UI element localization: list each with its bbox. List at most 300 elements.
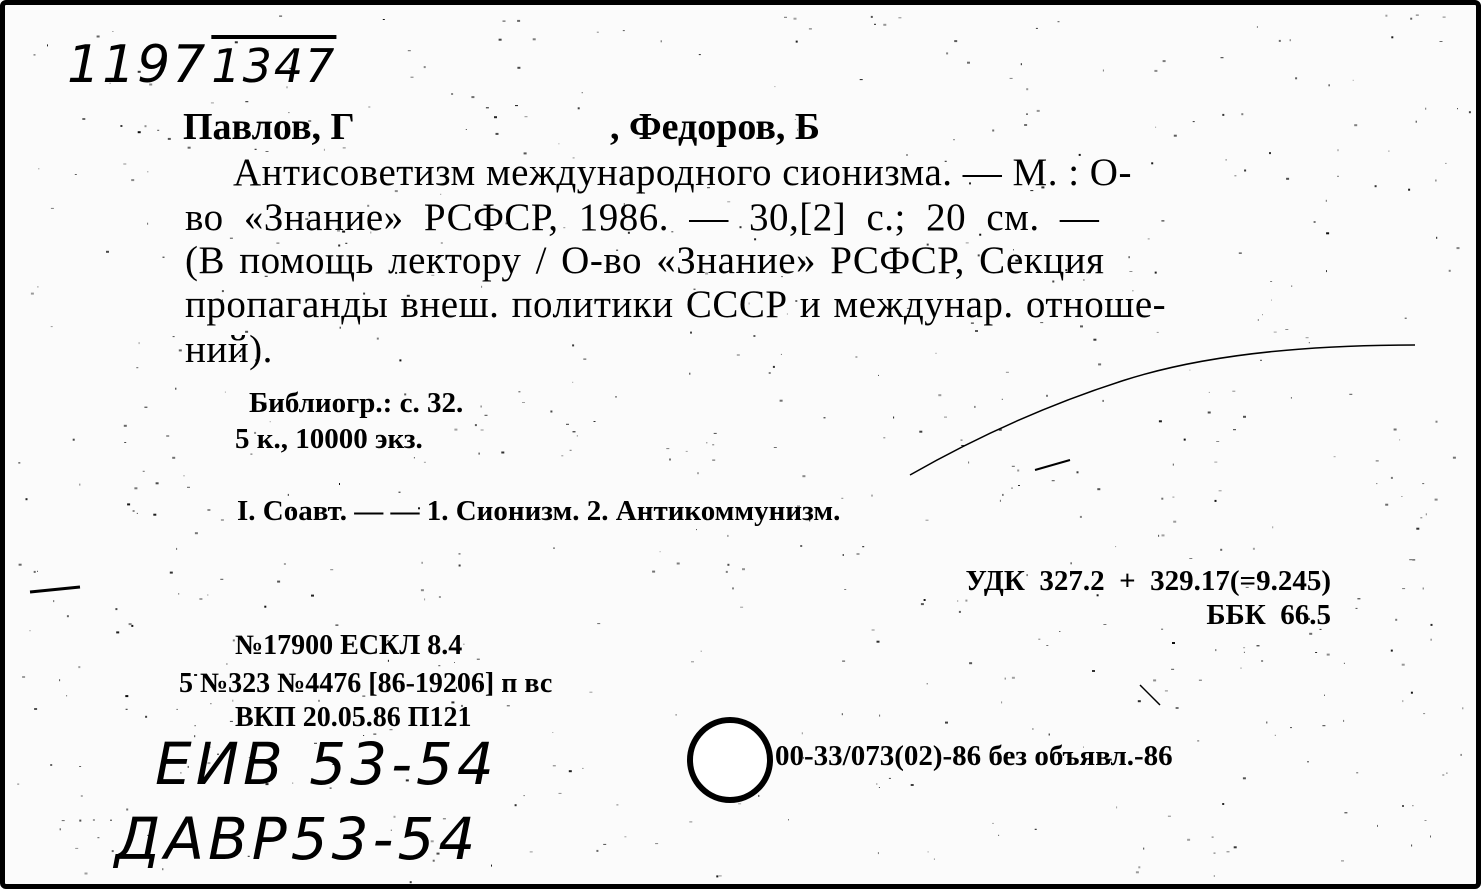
scan-speck: [168, 138, 171, 140]
scan-speck: [1049, 734, 1050, 736]
scan-speck: [34, 571, 36, 573]
scan-speck: [37, 286, 38, 287]
scan-speck: [501, 452, 504, 454]
scan-speck: [686, 451, 688, 452]
scan-speck: [698, 472, 699, 474]
scan-speck: [1412, 805, 1413, 806]
scan-speck: [1269, 152, 1271, 154]
scan-speck: [422, 562, 423, 564]
scan-speck: [1435, 180, 1436, 182]
scan-speck: [1446, 773, 1447, 774]
scan-speck: [1422, 483, 1424, 484]
scan-speck: [1326, 270, 1327, 272]
scan-speck: [855, 357, 857, 358]
scan-speck: [1442, 775, 1444, 776]
scan-speck: [170, 572, 173, 574]
bbk-classification: ББК 66.5: [1206, 599, 1331, 631]
scan-speck: [1411, 845, 1412, 847]
scan-speck: [1161, 220, 1164, 221]
scan-speck: [139, 342, 140, 344]
scan-speck: [1129, 256, 1130, 258]
description-line-5: ний).: [185, 328, 273, 371]
scan-speck: [1116, 806, 1117, 808]
scan-speck: [438, 665, 440, 666]
tracings: I. Соавт. — — 1. Сионизм. 2. Антикоммунизм.: [237, 495, 841, 527]
scan-speck: [911, 784, 914, 786]
scan-speck: [1243, 647, 1245, 648]
handwritten-shelfmark-2: ДАВР53-54: [115, 805, 480, 873]
scan-speck: [1184, 439, 1186, 441]
scan-speck: [809, 28, 812, 29]
scan-speck: [1462, 707, 1463, 709]
scan-speck: [701, 651, 702, 652]
handwritten-call-number: [67, 35, 336, 95]
scan-speck: [211, 102, 214, 103]
scan-speck: [968, 462, 969, 464]
scan-speck: [719, 875, 722, 876]
scan-speck: [1420, 517, 1422, 518]
scan-speck: [1327, 654, 1330, 656]
scan-speck: [603, 844, 606, 845]
scan-speck: [134, 487, 137, 489]
scan-speck: [1409, 559, 1412, 560]
scan-speck: [1405, 318, 1407, 319]
scan-speck: [97, 837, 99, 838]
scan-speck: [1168, 816, 1171, 817]
scan-speck: [26, 498, 28, 500]
scan-speck: [479, 453, 480, 455]
scan-speck: [1457, 108, 1458, 109]
scan-speck: [572, 344, 574, 346]
scan-speck: [51, 208, 54, 209]
scan-speck: [716, 875, 718, 877]
scan-speck: [860, 79, 863, 80]
scan-speck: [1376, 483, 1377, 484]
scan-speck: [17, 784, 19, 785]
scan-speck: [226, 664, 227, 665]
scan-speck: [1157, 332, 1159, 333]
scan-speck: [1024, 124, 1027, 126]
scan-speck: [110, 820, 112, 821]
scan-speck: [1241, 113, 1243, 115]
scan-speck: [1129, 271, 1132, 272]
scan-speck: [871, 16, 873, 18]
scan-speck: [1172, 642, 1175, 644]
scan-speck: [1435, 499, 1438, 501]
scan-speck: [1385, 504, 1388, 506]
scan-speck: [424, 598, 425, 600]
scan-speck: [138, 131, 141, 133]
scan-speck: [800, 545, 802, 547]
scan-speck: [1136, 871, 1139, 873]
scan-speck: [676, 714, 677, 715]
scan-speck: [780, 400, 783, 402]
scan-speck: [1416, 15, 1419, 16]
scan-speck: [1436, 237, 1437, 239]
scan-speck: [802, 732, 803, 734]
scan-speck: [1326, 232, 1329, 234]
scan-speck: [1005, 678, 1006, 680]
scan-speck: [919, 431, 922, 433]
scan-speck: [1408, 189, 1410, 191]
scan-speck: [125, 695, 128, 697]
scan-speck: [1291, 397, 1292, 398]
scan-speck: [1080, 516, 1082, 518]
scan-speck: [126, 709, 128, 710]
scan-speck: [383, 19, 385, 20]
scan-speck: [1151, 162, 1153, 164]
scan-speck: [1285, 329, 1288, 330]
scan-speck: [569, 770, 572, 772]
scan-speck: [1291, 286, 1292, 287]
scan-speck: [30, 630, 31, 631]
scan-speck: [1402, 664, 1405, 666]
scan-speck: [499, 39, 502, 41]
scan-speck: [570, 450, 572, 451]
scan-speck: [594, 421, 596, 422]
scan-speck: [1376, 460, 1379, 461]
scan-speck: [553, 548, 555, 549]
scan-speck: [515, 804, 517, 806]
scan-speck: [1212, 837, 1214, 838]
code-line-3: ВКП 20.05.86 П121: [235, 702, 472, 733]
scan-speck: [1338, 149, 1339, 151]
scan-speck: [879, 715, 880, 717]
scan-speck: [522, 402, 525, 403]
scan-speck: [311, 595, 314, 597]
scan-speck: [156, 482, 159, 484]
scan-speck: [558, 143, 559, 144]
description-line-4: пропаганды внеш. политики СССР и междунар. отноше-: [185, 283, 1167, 326]
price-run-note: 5 к., 10000 экз.: [235, 423, 423, 455]
author-first: Павлов, Г: [183, 106, 355, 148]
scan-speck: [176, 548, 177, 550]
scan-speck: [726, 571, 728, 573]
scan-speck: [623, 30, 625, 31]
scan-speck: [1155, 272, 1157, 274]
scan-speck: [573, 431, 576, 432]
scan-speck: [131, 179, 134, 181]
scan-speck: [1391, 36, 1393, 38]
scan-speck: [690, 332, 692, 334]
scan-speck: [1425, 108, 1426, 110]
scan-speck: [1402, 588, 1405, 589]
scan-speck: [1431, 624, 1433, 626]
scan-speck: [974, 406, 975, 408]
scan-speck: [451, 93, 453, 95]
scan-speck: [144, 407, 147, 408]
scan-speck: [1002, 494, 1003, 496]
scan-speck: [53, 600, 54, 602]
scan-speck: [515, 105, 518, 106]
scan-speck: [597, 623, 600, 624]
scan-speck: [1344, 663, 1345, 664]
scan-speck: [781, 354, 782, 355]
scan-speck: [1258, 320, 1259, 321]
scan-speck: [1306, 337, 1309, 338]
pencil-scratch-line-3: [30, 587, 80, 592]
scan-speck: [466, 129, 467, 130]
scan-speck: [1266, 722, 1267, 724]
scan-speck: [1241, 668, 1242, 669]
scan-speck: [19, 564, 22, 566]
scan-speck: [177, 709, 178, 710]
scan-speck: [1431, 639, 1432, 641]
scan-speck: [59, 679, 60, 681]
scan-speck: [661, 40, 662, 42]
scan-speck: [1093, 339, 1096, 341]
scan-speck: [1261, 661, 1263, 662]
scan-speck: [1012, 466, 1015, 467]
scan-speck: [1329, 84, 1330, 86]
scan-speck: [22, 677, 25, 678]
scan-speck: [969, 662, 972, 664]
scan-speck: [115, 608, 117, 610]
scan-speck: [120, 125, 122, 127]
scan-speck: [60, 828, 61, 830]
scan-speck: [616, 804, 618, 805]
scan-speck: [225, 392, 226, 393]
description-line-1: Антисоветизм международного сионизма. — М. : О-: [233, 151, 1132, 194]
scan-speck: [1220, 549, 1222, 551]
scan-speck: [129, 623, 132, 625]
scan-speck: [1038, 639, 1040, 640]
scan-speck: [411, 77, 414, 78]
scan-speck: [1270, 281, 1272, 282]
scan-speck: [1115, 546, 1116, 547]
scan-speck: [1443, 17, 1446, 18]
scan-speck: [439, 597, 441, 598]
scan-speck: [957, 601, 958, 602]
scan-speck: [1290, 727, 1292, 728]
scan-speck: [494, 116, 497, 118]
scan-speck: [1138, 866, 1140, 868]
scan-speck: [1262, 314, 1263, 315]
scan-speck: [742, 568, 745, 570]
scan-speck: [1221, 57, 1224, 58]
scan-speck: [507, 705, 510, 706]
scan-speck: [1187, 839, 1190, 841]
scan-speck: [1161, 629, 1163, 630]
scan-speck: [73, 439, 75, 441]
scan-speck: [1234, 175, 1236, 176]
scan-speck: [689, 821, 692, 822]
scan-speck: [1208, 412, 1211, 414]
scan-speck: [872, 495, 873, 497]
scan-speck: [926, 520, 929, 521]
scan-speck: [1395, 619, 1397, 621]
scan-speck: [533, 38, 536, 40]
scan-speck: [857, 554, 860, 555]
scan-speck: [47, 44, 48, 46]
scan-speck: [1143, 848, 1144, 850]
scan-speck: [1385, 15, 1387, 17]
scan-speck: [1209, 392, 1210, 393]
scan-speck: [1222, 114, 1224, 116]
scan-speck: [85, 873, 88, 875]
scan-speck: [1214, 876, 1215, 877]
scan-speck: [1163, 60, 1166, 62]
pencil-scratch-line-4: [1140, 685, 1160, 705]
scan-speck: [883, 24, 886, 26]
scan-speck: [1176, 707, 1179, 709]
scan-speck: [172, 457, 175, 459]
scan-speck: [712, 444, 714, 445]
scan-speck: [965, 600, 967, 602]
scan-speck: [769, 372, 771, 374]
scan-speck: [1402, 700, 1403, 702]
scan-speck: [207, 510, 210, 511]
scan-speck: [1377, 825, 1378, 827]
scan-speck: [1026, 114, 1028, 115]
scan-speck: [1445, 163, 1446, 164]
scan-speck: [1274, 332, 1277, 333]
scan-speck: [961, 440, 963, 441]
scan-speck: [998, 835, 999, 836]
scan-speck: [296, 884, 298, 885]
scan-speck: [31, 293, 34, 295]
scan-speck: [794, 18, 797, 20]
scan-speck: [459, 565, 461, 567]
author-second: , Федоров, Б: [610, 106, 821, 148]
scan-speck: [1154, 70, 1157, 72]
scan-speck: [1059, 631, 1060, 632]
scan-speck: [1239, 253, 1242, 254]
scan-speck: [1307, 761, 1309, 762]
scan-speck: [1354, 124, 1357, 126]
scan-speck: [596, 850, 598, 852]
scan-speck: [784, 17, 787, 18]
handwritten-shelfmark-1: ЕИВ 53-54: [155, 730, 498, 798]
scan-speck: [79, 766, 81, 767]
scan-speck: [946, 52, 948, 54]
scan-speck: [210, 703, 211, 704]
scan-speck: [230, 721, 233, 722]
scan-speck: [1006, 372, 1009, 373]
scan-speck: [106, 251, 109, 253]
scan-speck: [1197, 740, 1199, 741]
scan-speck: [938, 394, 941, 396]
scan-speck: [124, 425, 127, 427]
scan-speck: [737, 355, 740, 356]
scan-speck: [1453, 457, 1456, 459]
udk-classification: УДК 327.2 + 329.17(=9.245): [965, 565, 1331, 597]
scan-speck: [1425, 820, 1427, 821]
scan-speck: [992, 130, 994, 132]
scan-speck: [1017, 470, 1019, 472]
scan-speck: [1309, 633, 1312, 635]
scan-speck: [1401, 496, 1402, 497]
scan-speck: [561, 455, 563, 456]
scan-speck: [624, 836, 626, 837]
scan-speck: [1416, 121, 1417, 123]
description-line-3: (В помощь лектору / О-во «Знание» РСФСР, Секция: [185, 239, 1105, 282]
scan-speck: [1344, 812, 1347, 813]
scan-speck: [1295, 77, 1297, 79]
scan-speck: [1010, 78, 1013, 79]
scan-speck: [1257, 645, 1260, 646]
scan-speck: [131, 625, 133, 627]
scan-speck: [733, 587, 734, 589]
scan-speck: [410, 881, 412, 883]
code-line-1: №17900 ЕСКЛ 8.4: [235, 630, 463, 661]
scan-speck: [524, 795, 525, 796]
scan-speck: [1189, 370, 1190, 371]
scan-speck: [157, 130, 159, 131]
scan-speck: [991, 885, 993, 886]
pencil-scratch-line: [910, 345, 1415, 475]
scan-speck: [1375, 185, 1377, 187]
scan-speck: [1388, 151, 1389, 152]
scan-speck: [1232, 391, 1235, 392]
scan-speck: [936, 353, 937, 354]
scan-speck: [893, 417, 894, 419]
scan-speck: [706, 442, 707, 443]
scan-speck: [1412, 559, 1415, 560]
scan-speck: [883, 437, 885, 438]
scan-speck: [1172, 497, 1174, 498]
scan-speck: [81, 796, 83, 797]
scan-speck: [1356, 608, 1358, 609]
scan-speck: [696, 529, 697, 530]
scan-speck: [1322, 725, 1325, 726]
scan-speck: [147, 171, 148, 172]
scan-speck: [1343, 720, 1344, 722]
scan-speck: [934, 859, 935, 860]
scan-speck: [945, 722, 948, 724]
scan-speck: [597, 32, 599, 33]
call-number-overline: 1347: [211, 39, 337, 93]
scan-speck: [207, 595, 208, 596]
scan-speck: [75, 174, 77, 175]
scan-speck: [1399, 439, 1400, 440]
scan-speck: [232, 700, 233, 702]
scan-speck: [1257, 27, 1258, 28]
scan-speck: [279, 16, 282, 17]
scan-speck: [1423, 713, 1425, 714]
scan-speck: [1155, 127, 1156, 128]
scan-speck: [824, 417, 826, 418]
scan-speck: [37, 571, 38, 572]
scan-speck: [1357, 598, 1360, 599]
scan-speck: [1002, 399, 1003, 400]
scan-speck: [1098, 363, 1101, 365]
scan-speck: [277, 581, 280, 583]
scan-speck: [399, 359, 401, 361]
scan-speck: [173, 336, 175, 337]
scan-speck: [666, 448, 669, 449]
scan-speck: [1440, 41, 1443, 42]
scan-speck: [1215, 500, 1217, 502]
scan-speck: [136, 367, 138, 368]
scan-speck: [1461, 754, 1462, 756]
scan-speck: [553, 765, 556, 766]
scan-speck: [1243, 777, 1246, 779]
scan-speck: [145, 125, 147, 127]
scan-speck: [62, 820, 65, 821]
scan-speck: [79, 820, 81, 822]
scan-speck: [481, 406, 482, 408]
scan-speck: [475, 424, 477, 426]
scan-speck: [788, 819, 789, 820]
scan-speck: [1165, 690, 1168, 691]
scan-speck: [477, 659, 480, 660]
scan-speck: [878, 852, 879, 854]
scan-speck: [1092, 670, 1095, 672]
scan-speck: [1138, 700, 1141, 702]
scan-speck: [1309, 342, 1310, 343]
scan-speck: [774, 86, 775, 87]
